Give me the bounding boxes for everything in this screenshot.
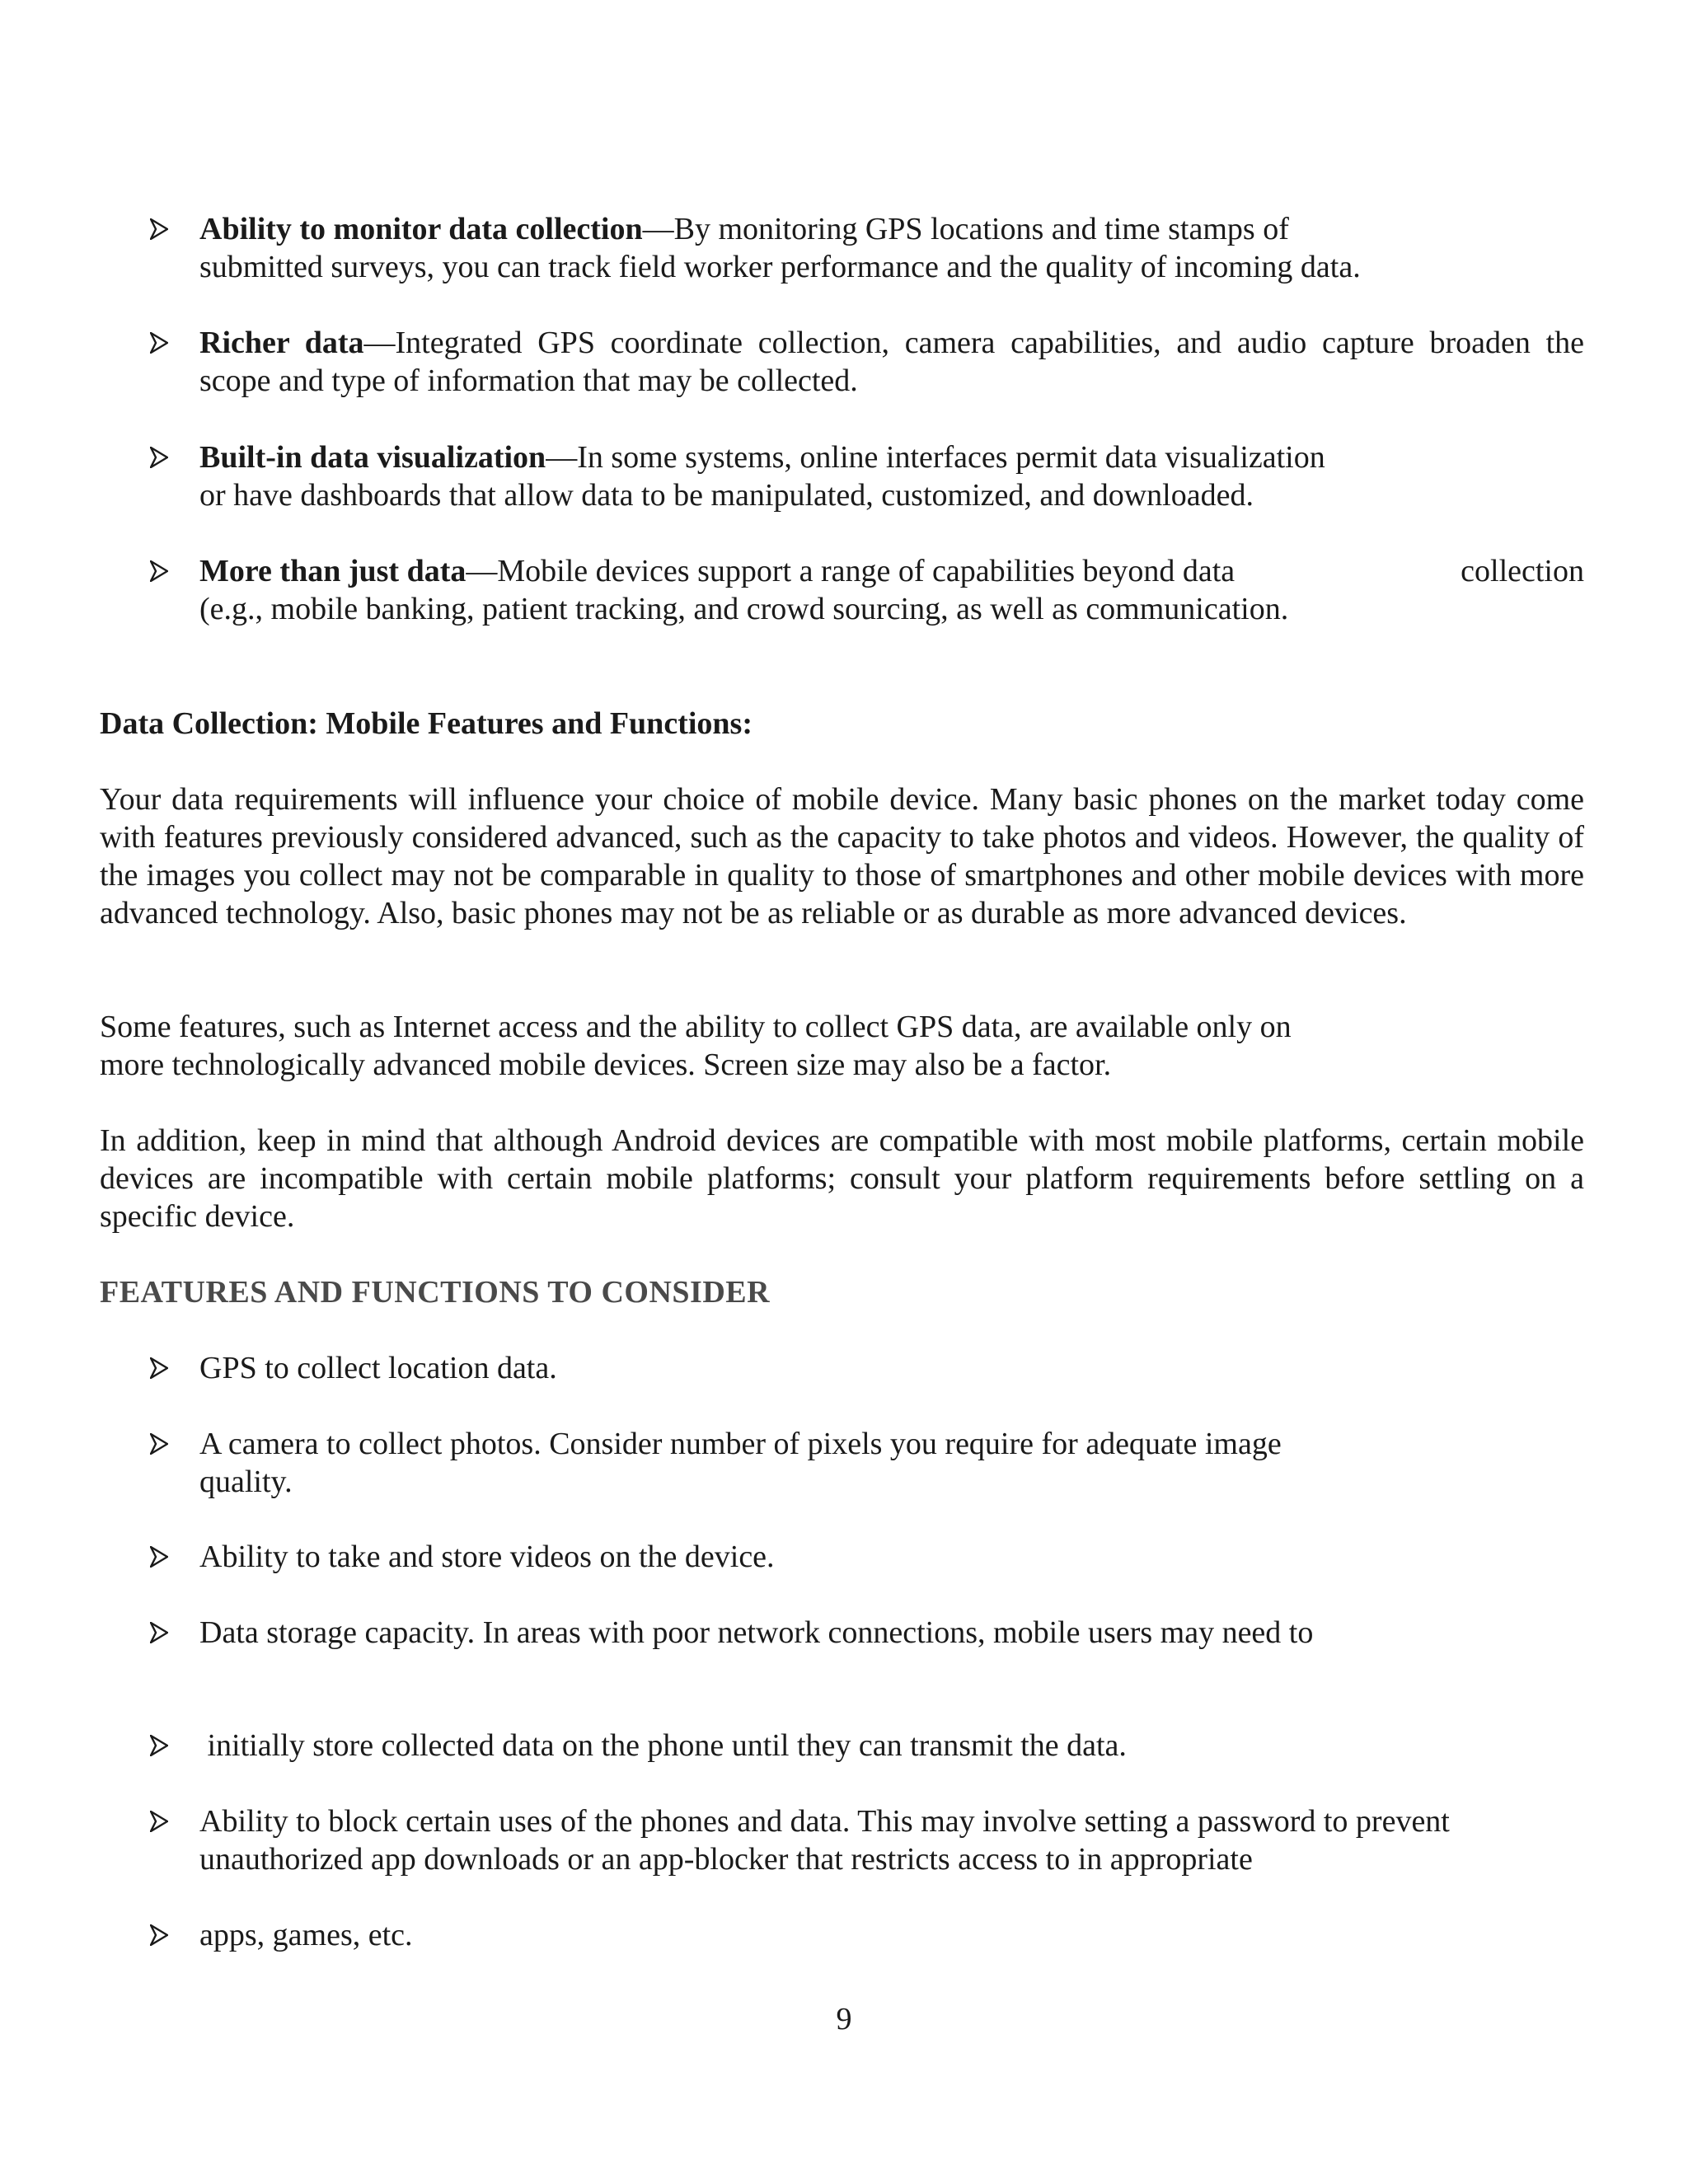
feature-text: Ability to block certain uses of the phones and data. This may involve setting a password to prevent [199, 1804, 1450, 1839]
bullet-text: (e.g., mobile banking, patient tracking, and crowd sourcing, as well as communication. [199, 592, 1289, 626]
arrow-bullet-icon [150, 1357, 168, 1379]
bullet-text: —Integrated GPS coordinate collection, camera capabilities, and audio capture broaden the [363, 326, 1584, 360]
feature-text: Data storage capacity. In areas with poor network connections, mobile users may need to [199, 1615, 1314, 1650]
feature-text: initially store collected data on the phone until they can transmit the data. [199, 1728, 1127, 1763]
bullet-built-in-visualization [150, 438, 1584, 514]
feature-item [150, 1614, 1584, 1652]
arrow-bullet-icon [150, 1735, 168, 1756]
paragraph: Your data requirements will influence your choice of mobile device. Many basic phones on the market today come with features previously considered advanced, such as the capacity to take photos and videos. However, the quality of the images you collect may not be comparable in quality to those of smartphones and other mobile devices with more advanced technology. Also, basic phones may not be as reliable or as durable as more advanced devices. [100, 782, 1584, 930]
arrow-bullet-icon [150, 1924, 168, 1946]
arrow-bullet-icon [150, 332, 168, 354]
feature-item [150, 1916, 1584, 1954]
feature-text: A camera to collect photos. Consider number of pixels you require for adequate image [199, 1427, 1282, 1461]
bullet-text: collection [1461, 554, 1584, 588]
feature-item [150, 1802, 1584, 1878]
features-heading: FEATURES AND FUNCTIONS TO CONSIDER [100, 1275, 771, 1310]
arrow-bullet-icon [150, 560, 168, 582]
feature-item [150, 1727, 1584, 1765]
bullet-text: —Mobile devices support a range of capabilities beyond data [466, 554, 1236, 588]
bullet-monitor-data-collection [150, 210, 1584, 286]
feature-item [150, 1538, 1584, 1576]
bullet-title: Richer data [199, 326, 364, 360]
bullet-title: Built-in data visualization [199, 440, 546, 475]
bullet-title: Ability to monitor data collection [199, 212, 643, 246]
arrow-bullet-icon [150, 218, 168, 240]
arrow-bullet-icon [150, 1546, 168, 1568]
paragraph-line: Some features, such as Internet access and the ability to collect GPS data, are available only on [100, 1010, 1292, 1044]
paragraph [100, 1008, 1584, 1084]
page-number: 9 [836, 2002, 852, 2036]
paragraph: In addition, keep in mind that although Android devices are compatible with most mobile platforms, certain mobile devices are incompatible with certain mobile platforms; consult your platform requirements before settling on a specific device. [100, 1123, 1584, 1234]
arrow-bullet-icon [150, 1622, 168, 1643]
paragraph-line: more technologically advanced mobile devices. Screen size may also be a factor. [100, 1047, 1112, 1082]
bullet-more-than-data [150, 552, 1584, 628]
bullet-text: —By monitoring GPS locations and time stamps of [642, 212, 1289, 246]
bullet-text: —In some systems, online interfaces permit data visualization [546, 440, 1325, 475]
section-heading: Data Collection: Mobile Features and Functions: [100, 706, 753, 741]
feature-text: quality. [199, 1465, 293, 1499]
bullet-text: scope and type of information that may be collected. [199, 363, 858, 398]
bullet-title: More than just data [199, 554, 467, 588]
bullet-richer-data [150, 324, 1584, 400]
arrow-bullet-icon [150, 1811, 168, 1832]
arrow-bullet-icon [150, 447, 168, 468]
feature-item [150, 1349, 1584, 1387]
feature-text: Ability to take and store videos on the device. [199, 1540, 775, 1574]
bullet-text: or have dashboards that allow data to be manipulated, customized, and downloaded. [199, 478, 1254, 513]
feature-text: apps, games, etc. [199, 1918, 413, 1952]
feature-text: unauthorized app downloads or an app-blocker that restricts access to in appropriate [199, 1842, 1253, 1877]
feature-text: GPS to collect location data. [199, 1351, 557, 1385]
bullet-text: submitted surveys, you can track field worker performance and the quality of incoming data. [199, 250, 1361, 284]
feature-item [150, 1425, 1584, 1501]
arrow-bullet-icon [150, 1433, 168, 1455]
